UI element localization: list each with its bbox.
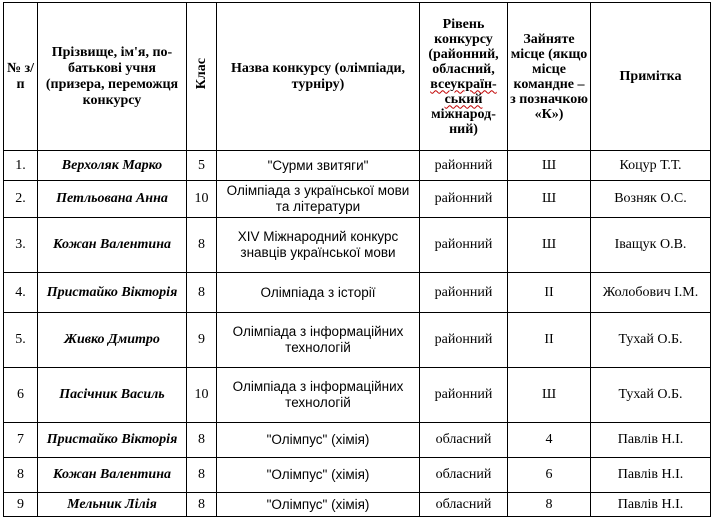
cell-name: Пристайко Вікторія: [38, 423, 187, 458]
cell-num: 8: [4, 458, 38, 493]
cell-place: Ш: [508, 151, 591, 181]
cell-place: Ш: [508, 181, 591, 218]
table-row: [4, 181, 711, 218]
table-row: [4, 423, 711, 458]
cell-level: обласний: [420, 458, 508, 493]
cell-contest: Олімпіада з інформаційних технологій: [217, 313, 420, 368]
cell-contest: Олімпіада з інформаційних технологій: [217, 368, 420, 423]
cell-name: Мельник Лілія: [38, 493, 187, 517]
table-row: [4, 273, 711, 313]
cell-name: Кожан Валентина: [38, 458, 187, 493]
header-contest: Назва конкурсу (олімпіади, турніру): [217, 3, 420, 151]
cell-level: обласний: [420, 493, 508, 517]
cell-name: Пасічник Василь: [38, 368, 187, 423]
cell-num: 4.: [4, 273, 38, 313]
header-place: Зайняте місце (якщо місце командне – з позначкою «К»): [508, 3, 591, 151]
table-row: [4, 313, 711, 368]
cell-note: Іващук О.В.: [591, 218, 711, 273]
header-note: Примітка: [591, 3, 711, 151]
cell-note: Коцур Т.Т.: [591, 151, 711, 181]
header-grade-label: Клас: [193, 58, 209, 90]
cell-num: 9: [4, 493, 38, 517]
header-row: [4, 3, 711, 151]
cell-num: 1.: [4, 151, 38, 181]
table-row: [4, 151, 711, 181]
cell-place: Ш: [508, 218, 591, 273]
cell-num: 5.: [4, 313, 38, 368]
cell-grade: 8: [187, 423, 217, 458]
cell-contest: "Сурми звитяги": [217, 151, 420, 181]
cell-contest: Олімпіада з історії: [217, 273, 420, 313]
cell-level: районний: [420, 181, 508, 218]
header-level-part1: Рівень конкурсу (районний, обласний,: [428, 16, 499, 77]
cell-note: Тухай О.Б.: [591, 368, 711, 423]
cell-name: Верхоляк Марко: [38, 151, 187, 181]
header-level-part2: міжнарод-ний): [431, 106, 496, 137]
cell-contest: "Олімпус" (хімія): [217, 493, 420, 517]
cell-grade: 8: [187, 218, 217, 273]
header-level-squig: всеукраїн-ський: [430, 76, 497, 107]
cell-contest: XIV Міжнародний конкурс знавців української мови: [217, 218, 420, 273]
cell-grade: 10: [187, 368, 217, 423]
cell-contest: "Олімпус" (хімія): [217, 458, 420, 493]
cell-level: районний: [420, 368, 508, 423]
cell-num: 2.: [4, 181, 38, 218]
cell-level: районний: [420, 218, 508, 273]
cell-grade: 5: [187, 151, 217, 181]
cell-place: 4: [508, 423, 591, 458]
cell-note: Павлів Н.І.: [591, 458, 711, 493]
cell-place: 6: [508, 458, 591, 493]
cell-name: Пристайко Вікторія: [38, 273, 187, 313]
cell-grade: 8: [187, 273, 217, 313]
cell-grade: 8: [187, 458, 217, 493]
table-row: [4, 368, 711, 423]
header-level: [420, 3, 508, 151]
cell-grade: 8: [187, 493, 217, 517]
cell-grade: 10: [187, 181, 217, 218]
cell-num: 3.: [4, 218, 38, 273]
header-grade: [187, 3, 217, 151]
header-num: № з/п: [4, 3, 38, 151]
cell-contest: "Олімпус" (хімія): [217, 423, 420, 458]
cell-contest: Олімпіада з української мови та літератури: [217, 181, 420, 218]
cell-name: Петльована Анна: [38, 181, 187, 218]
header-name: Прізвище, ім'я, по-батькові учня (призера, переможця конкурсу: [38, 3, 187, 151]
cell-place: 8: [508, 493, 591, 517]
cell-note: Жолобович І.М.: [591, 273, 711, 313]
cell-note: Павлів Н.І.: [591, 493, 711, 517]
table-row: [4, 493, 711, 517]
cell-num: 6: [4, 368, 38, 423]
cell-note: Павлів Н.І.: [591, 423, 711, 458]
cell-note: Тухай О.Б.: [591, 313, 711, 368]
cell-num: 7: [4, 423, 38, 458]
cell-name: Живко Дмитро: [38, 313, 187, 368]
cell-note: Возняк О.С.: [591, 181, 711, 218]
table-row: [4, 218, 711, 273]
cell-grade: 9: [187, 313, 217, 368]
cell-name: Кожан Валентина: [38, 218, 187, 273]
cell-place: ІІ: [508, 313, 591, 368]
cell-level: районний: [420, 151, 508, 181]
cell-level: районний: [420, 313, 508, 368]
awards-table: [3, 2, 711, 517]
cell-level: обласний: [420, 423, 508, 458]
cell-place: ІІ: [508, 273, 591, 313]
cell-place: Ш: [508, 368, 591, 423]
table-row: [4, 458, 711, 493]
cell-level: районний: [420, 273, 508, 313]
